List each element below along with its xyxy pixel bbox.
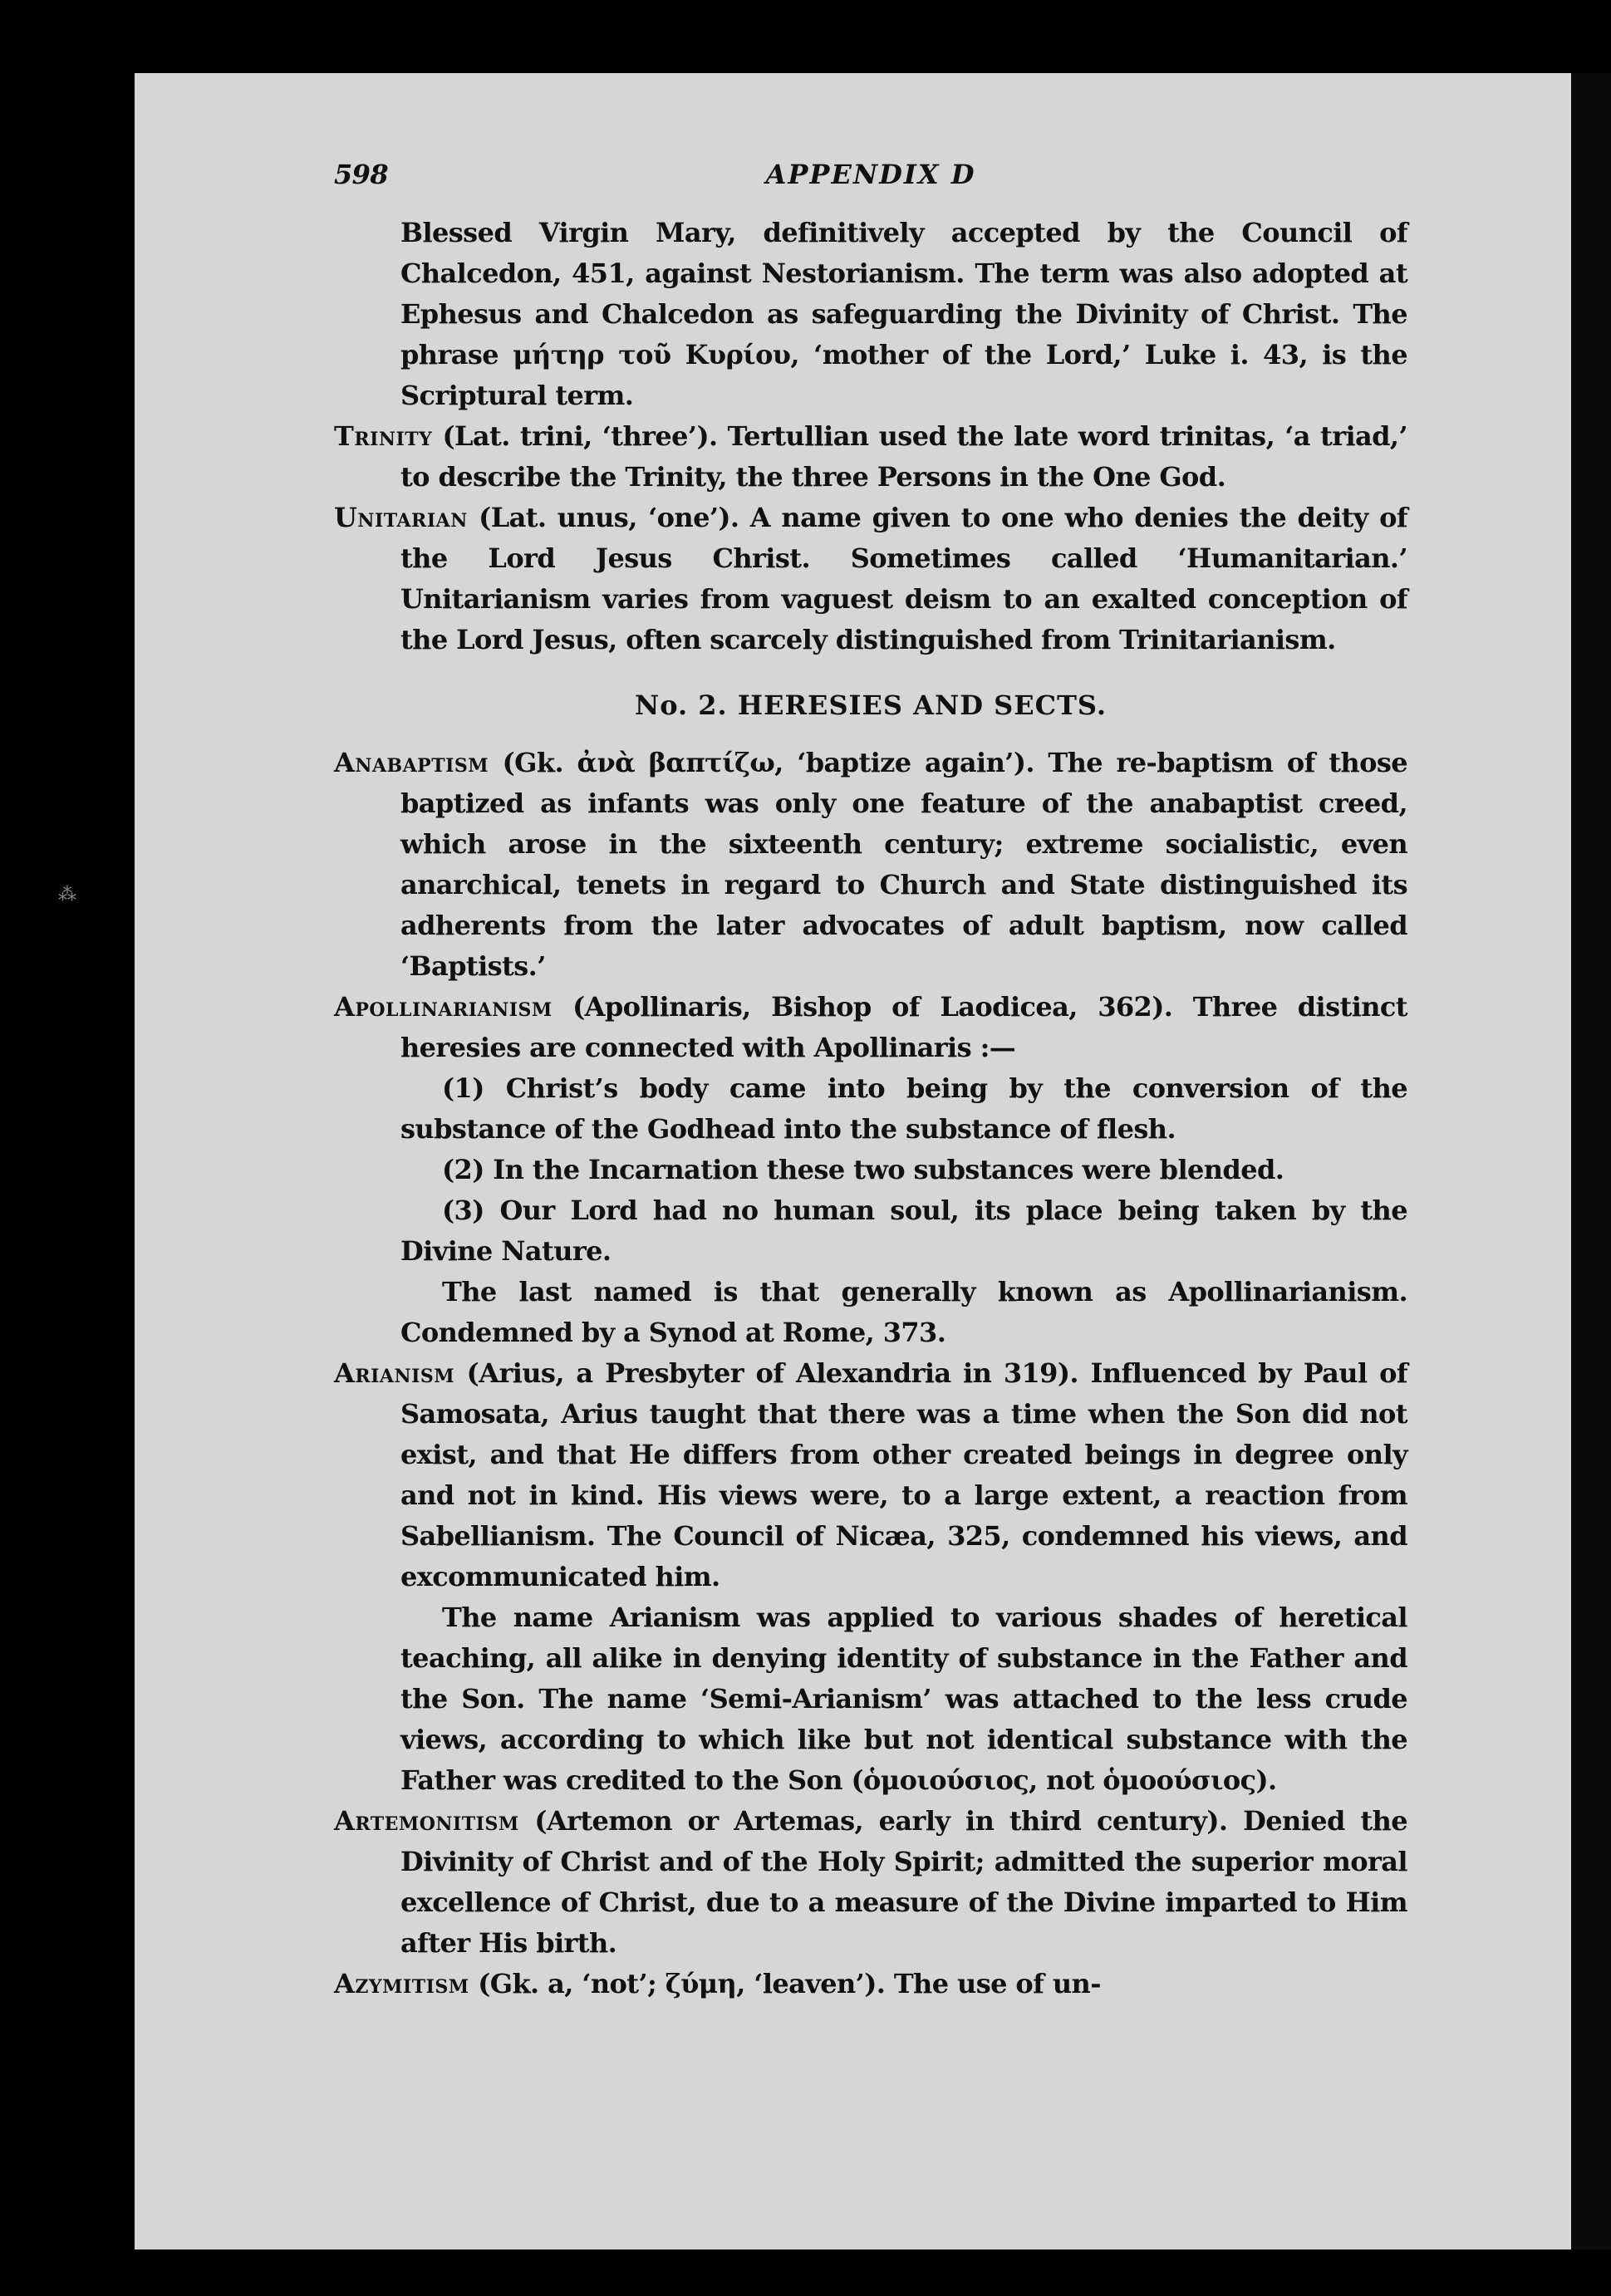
- apollinarianism-point-2: (2) In the Incarnation these two substances were blended.: [442, 1154, 1284, 1185]
- entry-text: (Artemon or Artemas, early in third century). Denied the Divinity of Christ and of the Holy Spirit; admitted the superior moral excellence of Christ, due to a measure of the Divine imparted to Him after His birth.: [400, 1805, 1407, 1959]
- entry-text: (Apollinaris, Bishop of Laodicea, 362). Three distinct heresies are connected with Apollinaris :—: [400, 991, 1407, 1063]
- entry-text: (Gk. a, ‘not’; ζύμη, ‘leaven’). The use of un-: [478, 1968, 1101, 1999]
- scan-edge: [1571, 73, 1611, 2249]
- entry-anabaptism: [334, 743, 1407, 987]
- headword: Unitarian: [334, 502, 468, 533]
- section-heading: No. 2. HERESIES AND SECTS.: [634, 689, 1108, 721]
- scan-speck: ⁂: [58, 885, 76, 905]
- entry-apollinarianism: [334, 987, 1407, 1068]
- headword: Azymitism: [334, 1968, 469, 1999]
- entry-artemonitism: [334, 1801, 1407, 1964]
- entry-text: (Arius, a Presbyter of Alexandria in 319). Influenced by Paul of Samosata, Arius taught that there was a time when the Son did not exist, and that He differs from other created beings in degree only and not in kind. His views were, to a large extent, a reaction from Sabellianism. The Council of Nicæa, 325, condemned his views, and excommunicated him.: [400, 1357, 1407, 1592]
- headword: Arianism: [334, 1357, 455, 1389]
- page-title: APPENDIX D: [765, 159, 976, 190]
- running-head: [334, 155, 1407, 204]
- apollinarianism-point-1: (1) Christ’s body came into being by the conversion of the substance of the Godhead into the substance of flesh.: [400, 1072, 1407, 1145]
- page-number: 598: [334, 159, 388, 190]
- entry-trinity: [334, 416, 1407, 498]
- entry-text: (Lat. trini, ‘three’). Tertullian used the late word trinitas, ‘a triad,’ to describe the Trinity, the three Persons in the One God.: [400, 420, 1407, 493]
- entry-text: (Lat. unus, ‘one’). A name given to one who denies the deity of the Lord Jesus Christ. Sometimes called ‘Humanitarian.’ Unitarianism varies from vaguest deism to an exalted conception of the Lord Jesus, often scarcely distinguished from Trinitarianism.: [400, 502, 1407, 655]
- headword: Trinity: [334, 420, 433, 452]
- apollinarianism-point-3: (3) Our Lord had no human soul, its place being taken by the Divine Nature.: [400, 1195, 1407, 1267]
- entry-unitarian: [334, 498, 1407, 660]
- apollinarianism-note: The last named is that generally known as Apollinarianism. Condemned by a Synod at Rome, 373.: [400, 1276, 1407, 1348]
- headword: Apollinarianism: [334, 991, 553, 1023]
- headword: Artemonitism: [334, 1805, 519, 1837]
- entry-theotokos-continued: Blessed Virgin Mary, definitively accepted by the Council of Chalcedon, 451, against Nestorianism. The term was also adopted at Ephesus and Chalcedon as safeguarding the Divinity of Christ. The phrase μήτηρ τοῦ Κυρίου, ‘mother of the Lord,’ Luke i. 43, is the Scriptural term.: [400, 217, 1407, 411]
- arianism-note: The name Arianism was applied to various shades of heretical teaching, all alike in denying identity of substance in the Father and the Son. The name ‘Semi-Arianism’ was attached to the less crude views, according to which like but not identical substance with the Father was credited to the Son (ὁμοιούσιος, not ὁμοούσιος).: [400, 1602, 1407, 1796]
- entry-arianism: [334, 1353, 1407, 1597]
- entry-text: (Gk. ἀνὰ βαπτίζω, ‘baptize again’). The re-baptism of those baptized as infants was only one feature of the anabaptist creed, which arose in the sixteenth century; extreme socialistic, even anarchical, tenets in regard to Church and State distinguished its adherents from the later advocates of adult baptism, now called ‘Baptists.’: [400, 747, 1407, 982]
- page-content: [334, 155, 1407, 2004]
- entry-azymitism: [334, 1964, 1407, 2004]
- headword: Anabaptism: [334, 747, 489, 778]
